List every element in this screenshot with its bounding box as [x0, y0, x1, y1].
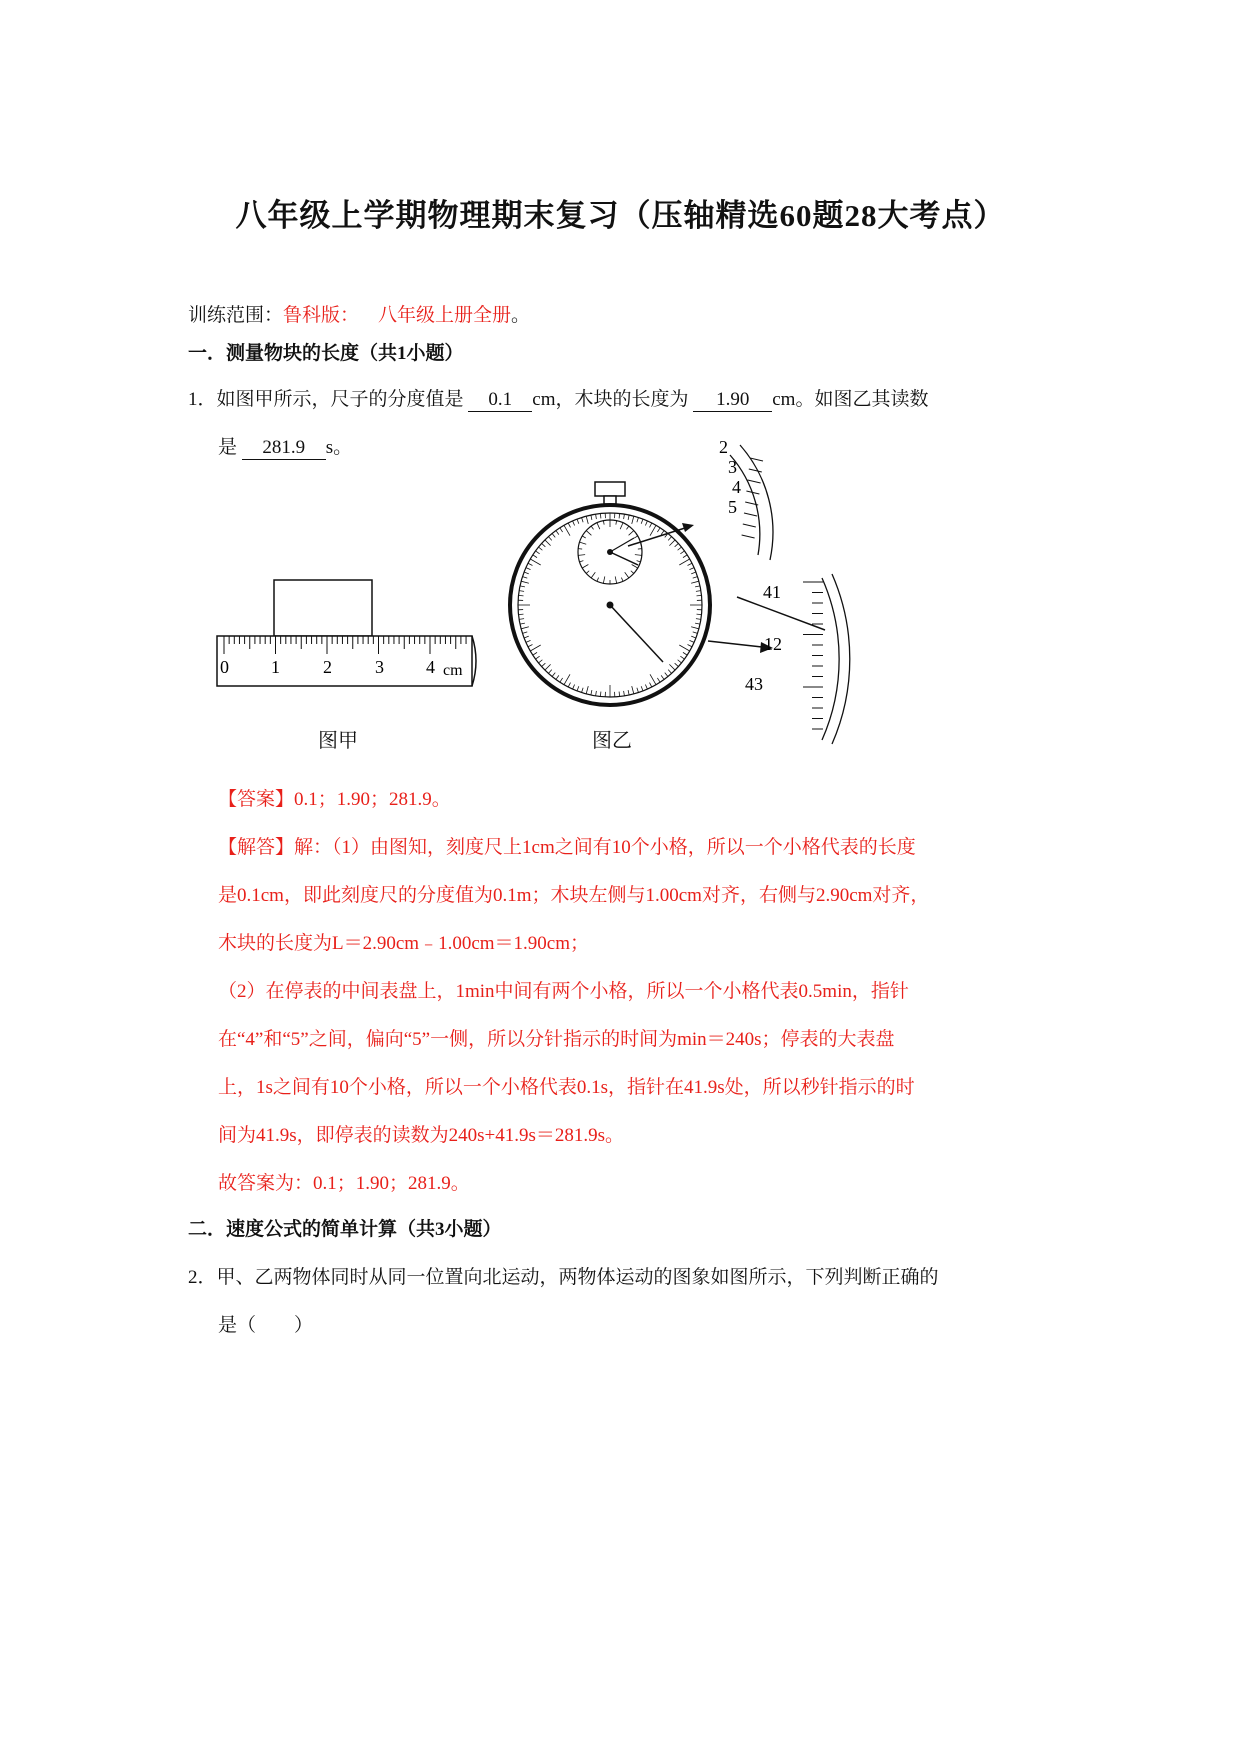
ruler [217, 580, 476, 686]
page-title: 八年级上学期物理期末复习（压轴精选60题28大考点） [235, 198, 1006, 233]
second-inset [737, 574, 850, 744]
q1-blank-2: 1.90 [693, 389, 772, 412]
solution-line-8: 故答案为：0.1；1.90；281.9。 [218, 1173, 470, 1194]
solution-line-4: （2）在停表的中间表盘上，1min中间有两个小格，所以一个小格代表0.5min，指针 [218, 981, 909, 1002]
section-2-heading: 二．速度公式的简单计算（共3小题） [188, 1219, 502, 1240]
solution-line-1 [218, 832, 916, 859]
minute-inset [719, 437, 773, 560]
solution-line-3: 木块的长度为L＝2.90cm﹣1.00cm＝1.90cm； [218, 933, 589, 954]
answer-line [218, 784, 451, 811]
ruler-label-4: 4 [426, 657, 435, 677]
q1-text-3: cm。如图乙其读数 [772, 389, 929, 410]
q1-text-1: 1．如图甲所示，尺子的分度值是 [188, 389, 464, 410]
training-scope [188, 300, 530, 327]
solution-line-6: 上，1s之间有10个小格，所以一个小格代表0.1s，指针在41.9s处，所以秒针指示的时 [218, 1077, 915, 1098]
solution-tag: 【解答】 [218, 837, 295, 858]
solution-line-2: 是0.1cm，即此刻度尺的分度值为0.1m；木块左侧与1.00cm对齐，右侧与2.90cm对齐， [218, 885, 930, 906]
solution-text-1: 解：（1）由图知，刻度尺上1cm之间有10个小格，所以一个小格代表的长度 [294, 837, 916, 858]
solution-line-7: 间为41.9s，即停表的读数为240s+41.9s＝281.9s。 [218, 1125, 625, 1146]
ruler-label-2: 2 [323, 657, 332, 677]
question-2-line-2: 是（ ） [218, 1315, 314, 1336]
section-1-heading: 一．测量物块的长度（共1小题） [188, 343, 464, 364]
wooden-block [274, 580, 372, 636]
q1-blank-3: 281.9 [242, 437, 326, 460]
ruler-label-0: 0 [220, 657, 229, 677]
inset-second-hand [737, 597, 825, 630]
solution-line-5: 在“4”和“5”之间，偏向“5”一侧，所以分针指示的时间为min＝240s；停表的大表盘 [218, 1029, 895, 1050]
stopwatch [510, 482, 710, 705]
question-1-line-1 [188, 384, 928, 412]
inset-min-5: 5 [728, 497, 737, 517]
answer-tag: 【答案】 [218, 789, 295, 810]
inset-min-3: 3 [728, 457, 737, 477]
question-1-line-2 [218, 432, 352, 460]
q1-blank-1: 0.1 [468, 389, 532, 412]
ruler-label-1: 1 [271, 657, 280, 677]
inset-sec-43: 43 [745, 674, 763, 694]
scope-value: 鲁科版： 八年级上册全册 [283, 305, 512, 326]
q1-text-4: 是 [218, 437, 238, 458]
inset-min-4: 4 [732, 477, 741, 497]
inset-sec-12: 12 [764, 634, 782, 654]
scope-label: 训练范围： [188, 305, 284, 326]
ruler-unit: cm [443, 662, 463, 679]
caption-figure-a: 图甲 [318, 730, 358, 752]
stopwatch-crown [595, 482, 625, 496]
caption-figure-b: 图乙 [592, 730, 632, 752]
answer-text: 0.1；1.90；281.9。 [294, 789, 451, 810]
q1-text-5: s。 [325, 437, 353, 458]
q1-text-2: cm，木块的长度为 [532, 389, 689, 410]
question-2-line-1: 2．甲、乙两物体同时从同一位置向北运动，两物体运动的图象如图所示，下列判断正确的 [188, 1267, 939, 1288]
inset-sec-41: 41 [763, 582, 781, 602]
inset-min-2: 2 [719, 437, 728, 457]
scope-end: 。 [511, 305, 531, 326]
ruler-label-3: 3 [375, 657, 384, 677]
